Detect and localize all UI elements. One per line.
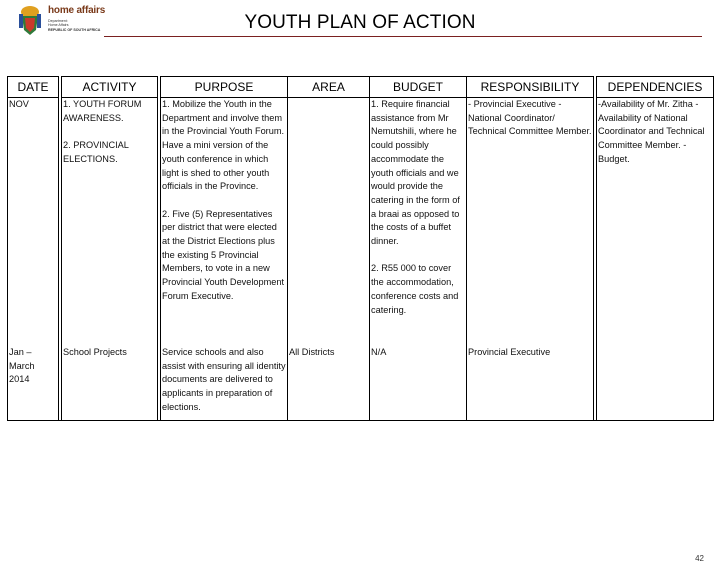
cell-date: NOV: [8, 98, 59, 347]
budget-item: 2. R55 000 to cover the accommodation, conference costs and catering.: [371, 263, 459, 315]
cell-responsibility: Provincial Executive: [467, 346, 594, 421]
logo-line-1: Department:: [48, 19, 68, 23]
header-purpose: PURPOSE: [161, 77, 288, 98]
activity-item: School Projects: [63, 347, 127, 357]
header-date: DATE: [8, 77, 59, 98]
cell-activity: [62, 98, 158, 347]
logo-brand-text: home affairs: [48, 5, 106, 16]
cell-date: Jan – March 2014: [8, 346, 59, 421]
purpose-item: Service schools and also assist with ensuring all identity documents are delivered to applicants in preparation of elections.: [162, 347, 286, 412]
cell-budget: [370, 346, 467, 421]
budget-item: N/A: [371, 347, 387, 357]
page-number: 42: [695, 554, 704, 563]
cell-dependencies: -Availability of Mr. Zitha -Availability of National Coordinator and Technical Committee Member. - Budget.: [597, 98, 714, 347]
cell-activity: [62, 346, 158, 421]
activity-item: 1. YOUTH FORUM AWARENESS.: [63, 99, 142, 123]
table-header-row: [8, 77, 714, 98]
header-responsibility: RESPONSIBILITY: [467, 77, 594, 98]
table-row: [8, 346, 714, 421]
cell-area: All Districts: [288, 346, 370, 421]
purpose-item: 1. Mobilize the Youth in the Department and involve them in the Provincial Youth Forum. Have a mini version of the youth conference in which light is shed to other youth officials in the Province.: [162, 99, 285, 192]
cell-responsibility: - Provincial Executive - National Coordinator/ Technical Committee Member.: [467, 98, 594, 347]
logo-line-2: Home Affairs: [48, 23, 69, 27]
cell-area: [288, 98, 370, 347]
page-title: YOUTH PLAN OF ACTION: [244, 12, 476, 33]
activity-item: 2. PROVINCIAL ELECTIONS.: [63, 140, 129, 164]
cell-dependencies: [597, 346, 714, 421]
cell-purpose: [161, 346, 288, 421]
header-dependencies: DEPENDENCIES: [597, 77, 714, 98]
budget-item: 1. Require financial assistance from Mr Nemutshili, where he could possibly accommodate the youth officials and we would provide the catering in the form of a braai as opposed to the costs of a buffet dinner.: [371, 99, 460, 247]
header-budget: BUDGET: [370, 77, 467, 98]
logo-line-3: REPUBLIC OF SOUTH AFRICA: [48, 28, 101, 32]
title-divider: [104, 36, 702, 37]
plan-table: [7, 76, 714, 421]
cell-purpose: [161, 98, 288, 347]
table-row: [8, 98, 714, 347]
header-activity: ACTIVITY: [62, 77, 158, 98]
purpose-item: 2. Five (5) Representatives per district that were elected at the District Elections plus the existing 5 Provincial Members, to vote in a new Provincial Youth Development Forum Executive.: [162, 208, 285, 301]
cell-budget: [370, 98, 467, 347]
header-area: AREA: [288, 77, 370, 98]
